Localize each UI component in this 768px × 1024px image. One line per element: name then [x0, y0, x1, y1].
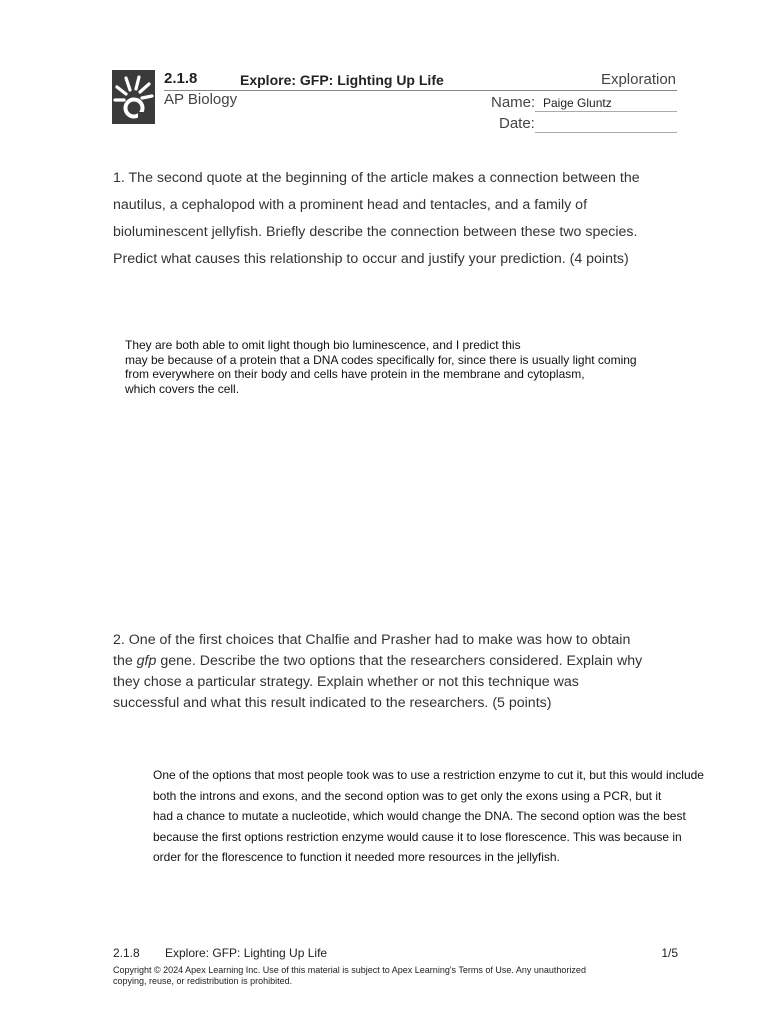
page-number: 1/5 [661, 946, 678, 960]
footer-lesson-number: 2.1.8 [113, 946, 140, 960]
copyright-line: copying, reuse, or redistribution is prohibited. [113, 976, 293, 986]
answer-1-line: may be because of a protein that a DNA codes specifically for, since there is usually light coming [125, 352, 637, 367]
answer-2-line: because the first options restriction enzyme would cause it to lose florescence. This was because in [153, 829, 682, 844]
lesson-title: Explore: GFP: Lighting Up Life [240, 72, 444, 88]
name-field[interactable]: Paige Gluntz [543, 96, 612, 110]
footer-lesson-title: Explore: GFP: Lighting Up Life [165, 946, 328, 960]
question-2-line: 2. One of the first choices that Chalfie and Prasher had to make was how to obtain [113, 632, 631, 648]
question-1-line: Predict what causes this relationship to occur and justify your prediction. (4 points) [113, 251, 629, 267]
name-underline [535, 111, 677, 112]
question-2-line: they chose a particular strategy. Explain whether or not this technique was [113, 674, 579, 690]
course-name: AP Biology [164, 91, 238, 108]
question-1-line: 1. The second quote at the beginning of the article makes a connection between the [113, 170, 640, 186]
question-2 [113, 630, 693, 714]
question-2-line: successful and what this result indicated to the researchers. (5 points) [113, 695, 552, 711]
answer-1-line: which covers the cell. [125, 381, 240, 396]
document-type: Exploration [600, 71, 676, 88]
answer-2-line: One of the options that most people took was to use a restriction enzyme to cut it, but this would include [153, 768, 704, 782]
date-field[interactable] [535, 132, 677, 133]
copyright-line: Copyright © 2024 Apex Learning Inc. Use of this material is subject to Apex Learning's Terms of Use. Any unauthorized [113, 965, 586, 975]
question-2-line [113, 651, 693, 672]
gfp-gene-term: gfp [136, 653, 157, 669]
date-label: Date: [499, 115, 535, 132]
answer-2-line: both the introns and exons, and the second option was to get only the exons using a PCR, but it [153, 788, 662, 803]
answer-2[interactable] [153, 765, 763, 868]
question-1-line: nautilus, a cephalopod with a prominent head and tentacles, and a family of [113, 197, 588, 213]
question-2-text: the [113, 653, 137, 669]
lesson-number: 2.1.8 [164, 70, 198, 87]
answer-2-line: order for the florescence to function it needed more resources in the jellyfish. [153, 850, 560, 864]
apex-logo-icon [112, 70, 155, 124]
answer-1-line: from everywhere on their body and cells have protein in the membrane and cytoplasm, [125, 367, 585, 381]
answer-2-line: had a chance to mutate a nucleotide, which would change the DNA. The second option was the best [153, 809, 686, 823]
header-divider [164, 90, 677, 91]
copyright-notice [113, 965, 673, 987]
question-1-line: bioluminescent jellyfish. Briefly describe the connection between these two species. [113, 224, 638, 240]
name-label: Name: [491, 94, 536, 111]
question-2-text: gene. Describe the two options that the researchers considered. Explain why [156, 653, 643, 669]
answer-1-line: They are both able to omit light though bio luminescence, and I predict this [125, 338, 521, 352]
question-1 [113, 165, 693, 273]
answer-1[interactable] [125, 338, 725, 396]
